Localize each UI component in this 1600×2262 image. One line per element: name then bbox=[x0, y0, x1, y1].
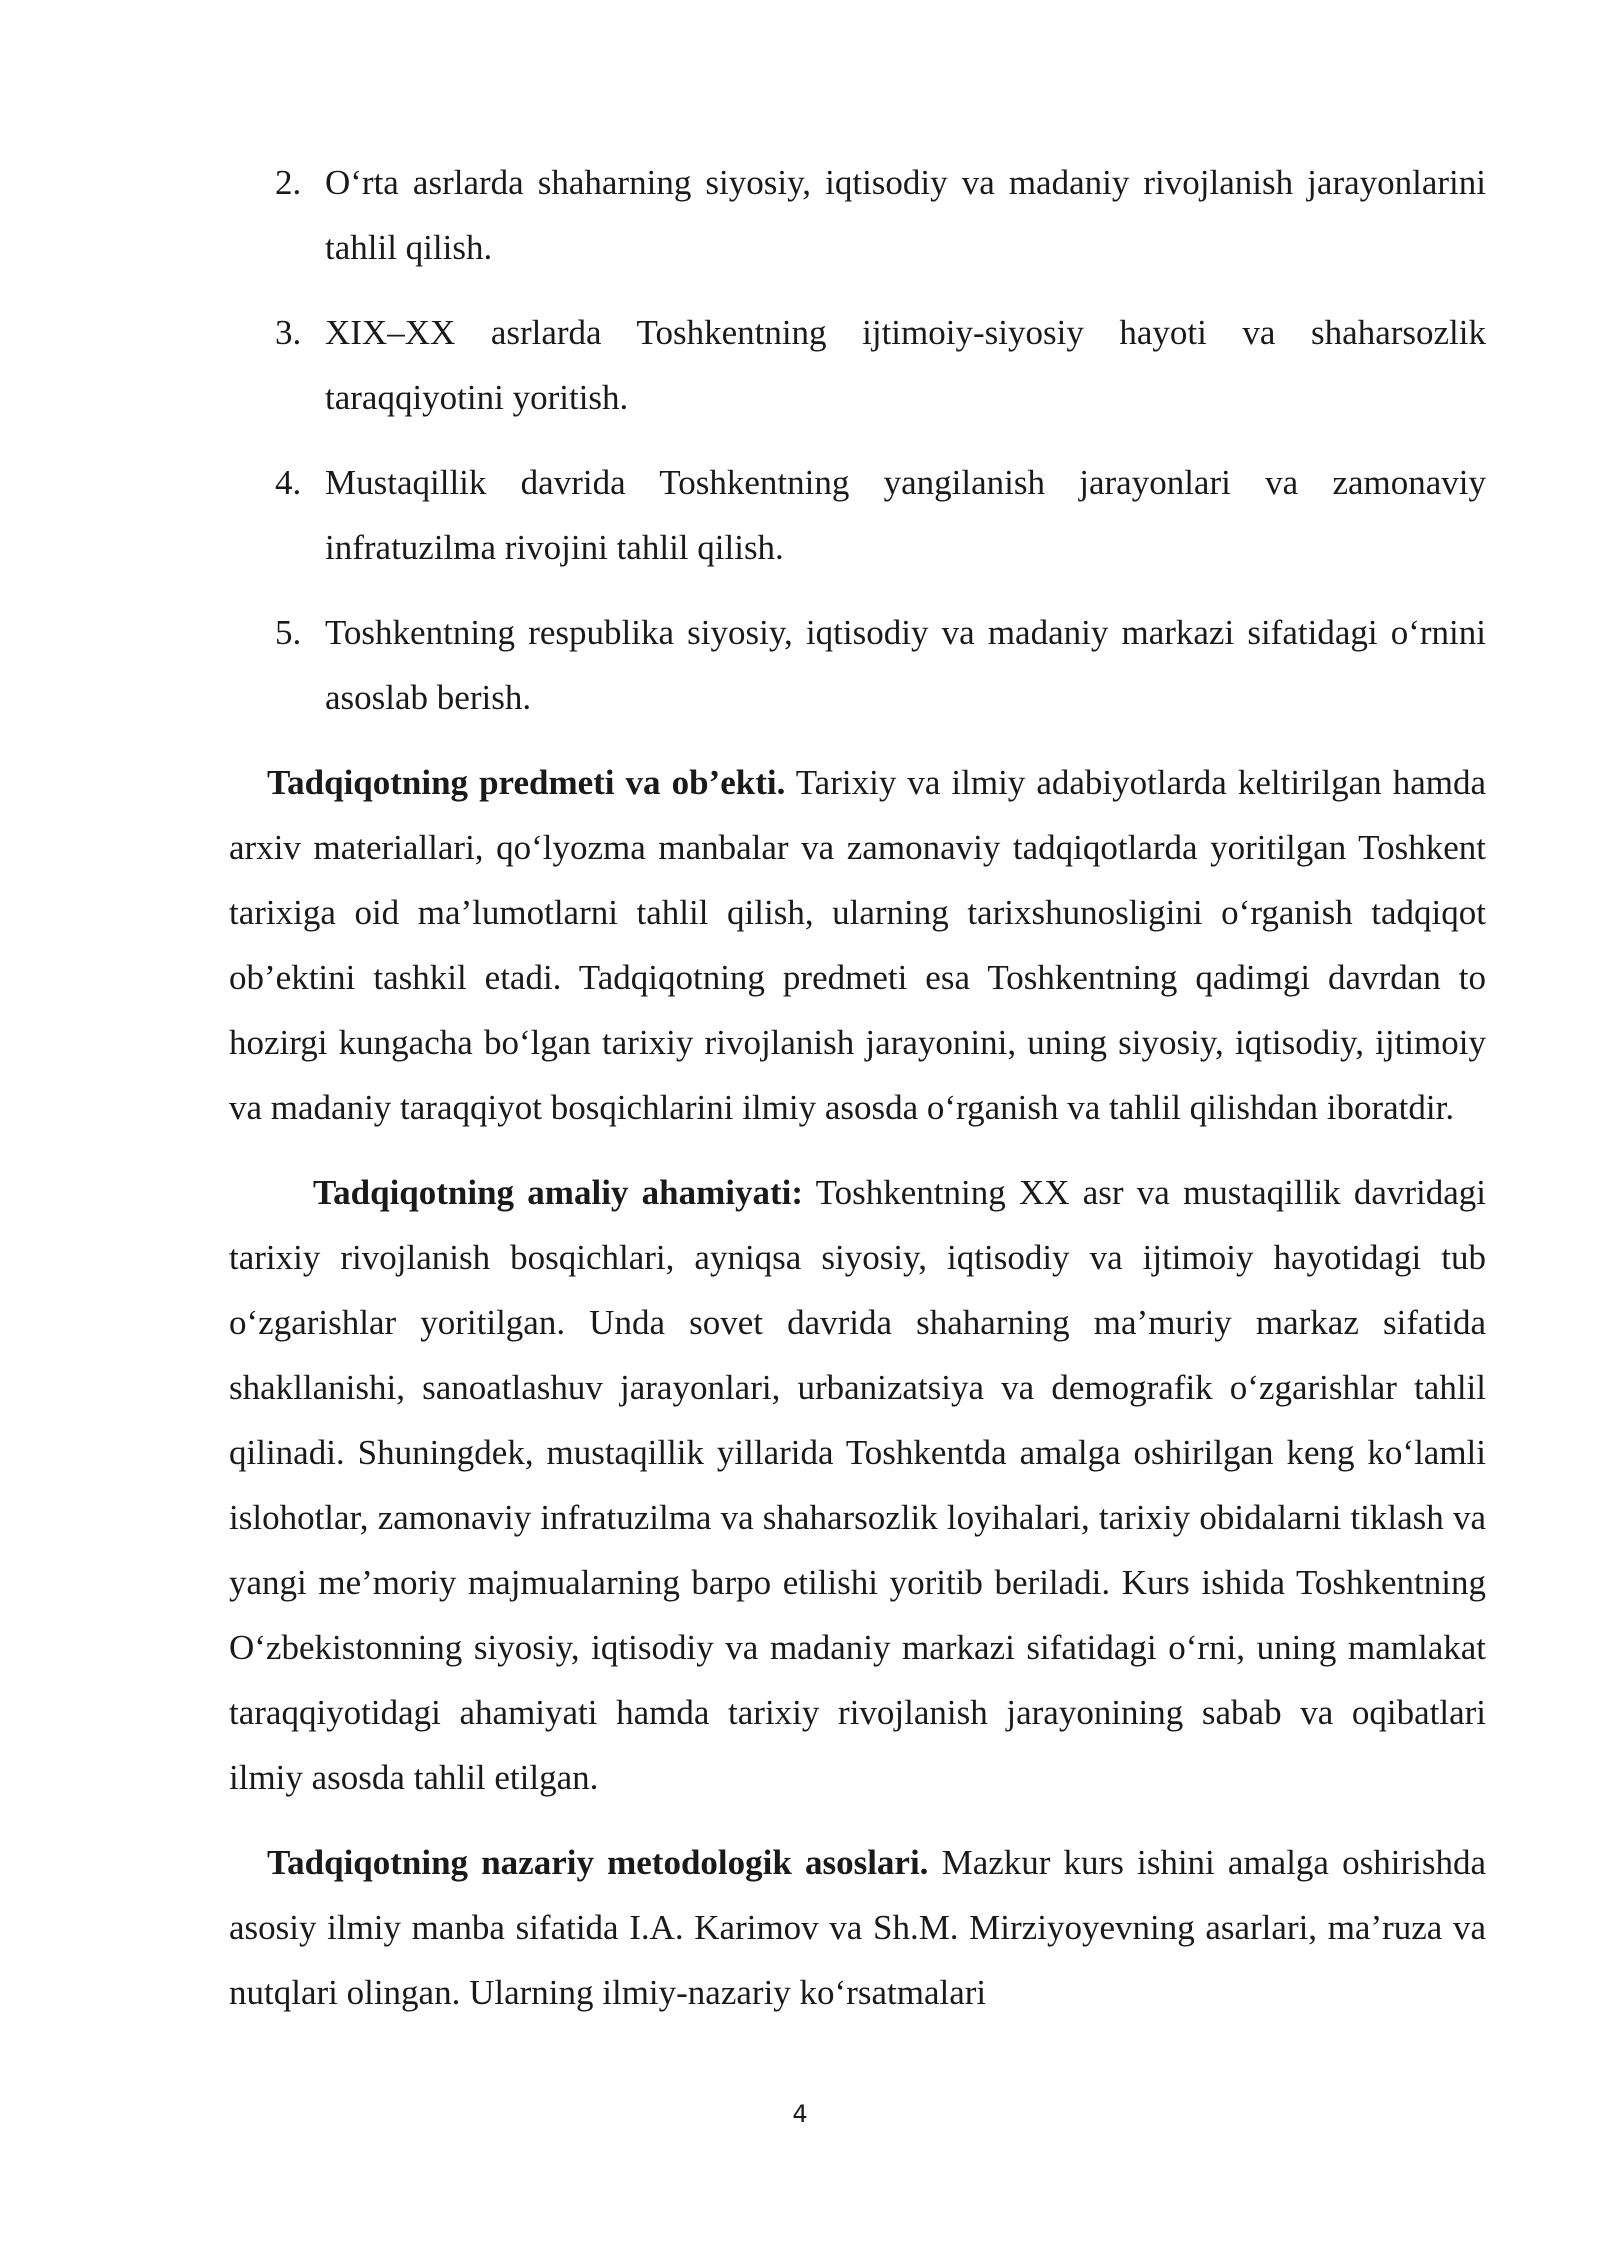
practical-body: Toshkentning XX asr va mustaqillik davridagi tarixiy rivojlanish bosqichlari, ayniqsa siyosiy, iqtisodiy va ijtimoiy hayotidagi tub o‘zgarishlar yoritilgan. Unda sovet davrida shaharning ma’muriy markaz sifatida shakllanishi, sanoatlashuv jarayonlari, urbanizatsiya va demografik o‘zgarishlar tahlil qilinadi. Shuningdek, mustaqillik yillarida Toshkentda amalga oshirilgan keng ko‘lamli islohotlar, zamonaviy infratuzilma va shaharsozlik loyihalari, tarixiy obidalarni tiklash va yangi me’moriy majmualarning barpo etilishi yoritib beriladi. Kurs ishida Toshkentning O‘zbekistonning siyosiy, iqtisodiy va madaniy markazi sifatidagi o‘rni, uning mamlakat taraqqiyotidagi ahamiyati hamda tarixiy rivojlanish jarayonining sabab va oqibatlari ilmiy asosda tahlil etilgan. bbox=[229, 1173, 1486, 1797]
list-item-number: 5. bbox=[275, 613, 302, 652]
list-item-text: Toshkentning respublika siyosiy, iqtisodiy va madaniy markazi sifatidagi o‘rnini asoslab berish. bbox=[325, 613, 1486, 717]
list-item bbox=[229, 450, 1486, 580]
list-item-text: XIX–XX asrlarda Toshkentning ijtimoiy-siyosiy hayoti va shaharsozlik taraqqiyotini yoritish. bbox=[325, 313, 1486, 417]
list-item bbox=[229, 150, 1486, 280]
list-item-number: 4. bbox=[275, 463, 302, 502]
list-item bbox=[229, 600, 1486, 730]
list-item-number: 2. bbox=[275, 163, 302, 202]
document-page bbox=[229, 150, 1486, 2045]
list-item bbox=[229, 300, 1486, 430]
methodology-heading: Tadqiqotning nazariy metodologik asoslari. bbox=[267, 1843, 929, 1882]
page-number: 4 bbox=[792, 2100, 808, 2128]
list-item-number: 3. bbox=[275, 313, 302, 352]
methodology-paragraph bbox=[229, 1830, 1486, 2025]
methodology-body: Mazkur kurs ishini amalga oshirishda asosiy ilmiy manba sifatida I.A. Karimov va Sh.M. Mirziyoyevning asarlari, ma’ruza va nutqlari olingan. Ularning ilmiy-nazariy ko‘rsatmalari bbox=[229, 1843, 1486, 2012]
practical-heading: Tadqiqotning amaliy ahamiyati: bbox=[313, 1173, 804, 1212]
list-item-text: Mustaqillik davrida Toshkentning yangilanish jarayonlari va zamonaviy infratuzilma rivojini tahlil qilish. bbox=[325, 463, 1486, 567]
subject-heading: Tadqiqotning predmeti va ob’ekti. bbox=[267, 763, 786, 802]
list-item-text: O‘rta asrlarda shaharning siyosiy, iqtisodiy va madaniy rivojlanish jarayonlarini tahlil qilish. bbox=[325, 163, 1486, 267]
subject-paragraph bbox=[229, 750, 1486, 1140]
tasks-list bbox=[229, 150, 1486, 730]
practical-paragraph bbox=[229, 1160, 1486, 1810]
subject-body: Tarixiy va ilmiy adabiyotlarda keltirilgan hamda arxiv materiallari, qo‘lyozma manbalar va zamonaviy tadqiqotlarda yoritilgan Toshkent tarixiga oid ma’lumotlarni tahlil qilish, ularning tarixshunosligini o‘rganish tadqiqot ob’ektini tashkil etadi. Tadqiqotning predmeti esa Toshkentning qadimgi davrdan to hozirgi kungacha bo‘lgan tarixiy rivojlanish jarayonini, uning siyosiy, iqtisodiy, ijtimoiy va madaniy taraqqiyot bosqichlarini ilmiy asosda o‘rganish va tahlil qilishdan iboratdir. bbox=[229, 763, 1486, 1127]
